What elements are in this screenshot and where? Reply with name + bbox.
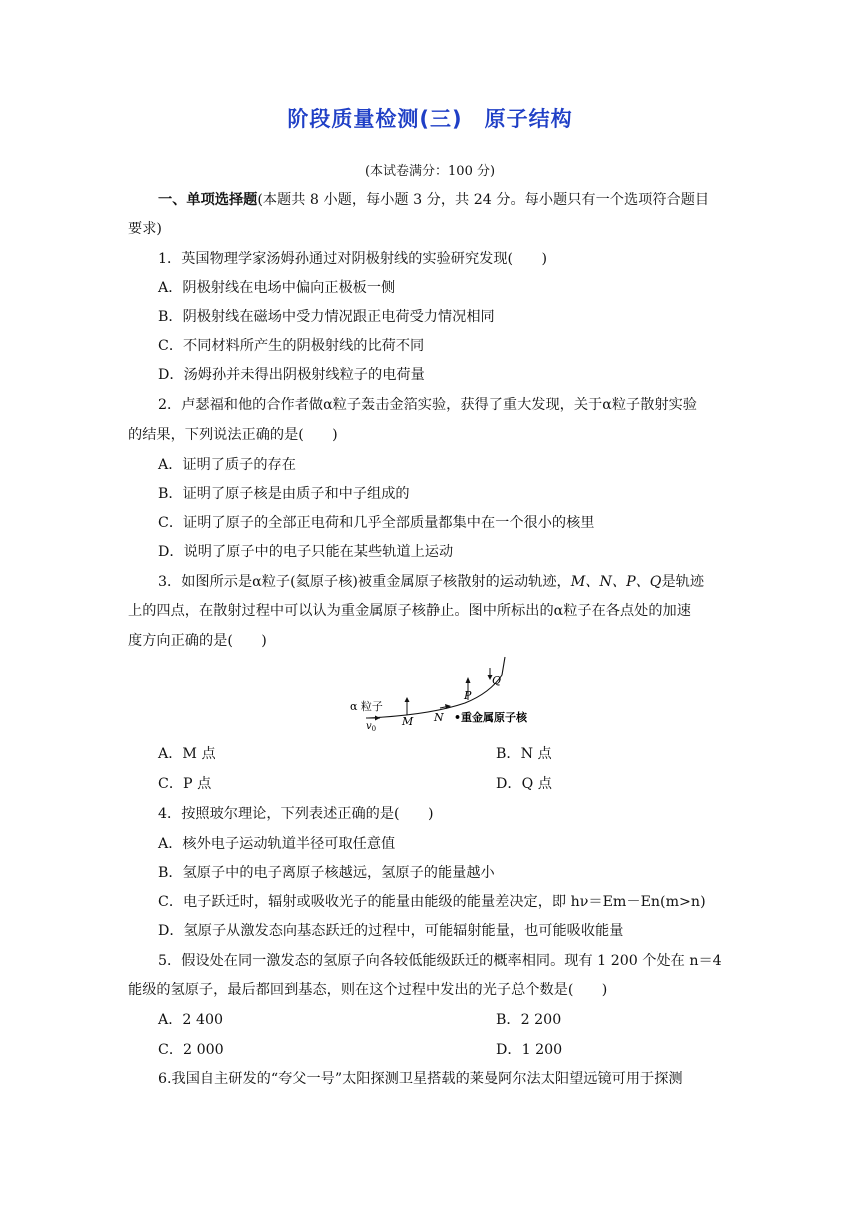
q2-stem: 2．卢瑟福和他的合作者做α粒子轰击金箔实验，获得了重大发现，关于α粒子散射实验 [158, 397, 697, 413]
page-title [0, 103, 860, 133]
scattering-figure [340, 655, 560, 733]
arrowhead-m [405, 697, 410, 702]
title-part1: 阶段质量检测(三) [287, 107, 463, 131]
label-q: Q [492, 674, 502, 687]
arrowhead-p [466, 677, 471, 683]
label-p: P [464, 689, 472, 702]
q3-option-d: D．Q 点 [496, 776, 552, 792]
section-desc: (本题共 8 小题，每小题 3 分，共 24 分。每小题只有一个选项符合题目 [257, 192, 710, 208]
q3-stem-a: 3．如图所示是α粒子(氦原子核)被重金属原子核散射的运动轨迹， [158, 574, 571, 590]
q3-stem-cont: 上的四点，在散射过程中可以认为重金属原子核静止。图中所标出的α粒子在各点处的加速 [128, 603, 691, 619]
q1-option-a: A．阴极射线在电场中偏向正极板一侧 [158, 280, 396, 296]
q5-option-a: A．2 400 [158, 1012, 224, 1028]
q2-stem-cont: 的结果，下列说法正确的是( ) [128, 427, 338, 443]
q4-option-d: D．氢原子从激发态向基态跃迁的过程中，可能辐射能量，也可能吸收能量 [158, 923, 624, 939]
q5-stem-cont: 能级的氢原子，最后都回到基态，则在这个过程中发出的光子总个数是( ) [128, 982, 608, 998]
q3-points: M、N、P、Q [570, 574, 662, 590]
q3-option-c: C．P 点 [158, 776, 212, 792]
q5-option-b: B．2 200 [496, 1012, 562, 1028]
q3-stem [158, 571, 704, 591]
alpha-label: α 粒子 [350, 700, 383, 713]
section-heading: 一、单项选择题 [158, 192, 258, 208]
q1-option-b: B．阴极射线在磁场中受力情况跟正电荷受力情况相同 [158, 309, 495, 325]
q4-stem: 4．按照玻尔理论，下列表述正确的是( ) [158, 806, 434, 822]
subtitle: (本试卷满分：100 分) [364, 164, 496, 179]
q2-option-c: C．证明了原子的全部正电荷和几乎全部质量都集中在一个很小的核里 [158, 515, 595, 531]
v0-label: $v_0$ [366, 721, 377, 733]
q4-option-c: C．电子跃迁时，辐射或吸收光子的能量由能级的能量差决定，即 hν＝Em－En(m>n) [158, 894, 706, 910]
q3-stem-b: 是轨迹 [661, 574, 705, 590]
q2-option-a: A．证明了质子的存在 [158, 457, 296, 473]
alpha-trajectory [368, 657, 505, 718]
q4-option-a: A．核外电子运动轨道半径可取任意值 [158, 836, 396, 852]
q1-option-c: C．不同材料所产生的阴极射线的比荷不同 [158, 338, 425, 354]
q3-stem-end: 度方向正确的是( ) [128, 633, 267, 649]
q4-option-b: B．氢原子中的电子离原子核越远，氢原子的能量越小 [158, 865, 495, 881]
q3-option-a: A．M 点 [158, 746, 216, 762]
q5-stem: 5．假设处在同一激发态的氢原子向各较低能级跃迁的概率相同。现有 1 200 个处在 n＝4 [158, 953, 722, 969]
q5-option-c: C．2 000 [158, 1042, 224, 1058]
label-n: N [434, 711, 444, 724]
section-desc-cont: 要求) [128, 221, 162, 237]
label-m: M [402, 715, 414, 728]
q1-option-d: D．汤姆孙并未得出阴极射线粒子的电荷量 [158, 367, 425, 383]
v0-arrowhead [375, 716, 380, 721]
q6-stem: 6.我国自主研发的“夸父一号”太阳探测卫星搭载的莱曼阿尔法太阳望远镜可用于探测 [158, 1071, 683, 1087]
title-part2: 原子结构 [484, 107, 573, 131]
section-heading-line [158, 189, 709, 209]
q1-stem: 1．英国物理学家汤姆孙通过对阴极射线的实验研究发现( ) [158, 251, 547, 267]
q5-option-d: D．1 200 [496, 1042, 563, 1058]
q2-option-d: D．说明了原子中的电子只能在某些轨道上运动 [158, 544, 454, 560]
nucleus-label: •重金属原子核 [454, 711, 528, 724]
q2-option-b: B．证明了原子核是由质子和中子组成的 [158, 486, 410, 502]
q3-option-b: B．N 点 [496, 746, 552, 762]
